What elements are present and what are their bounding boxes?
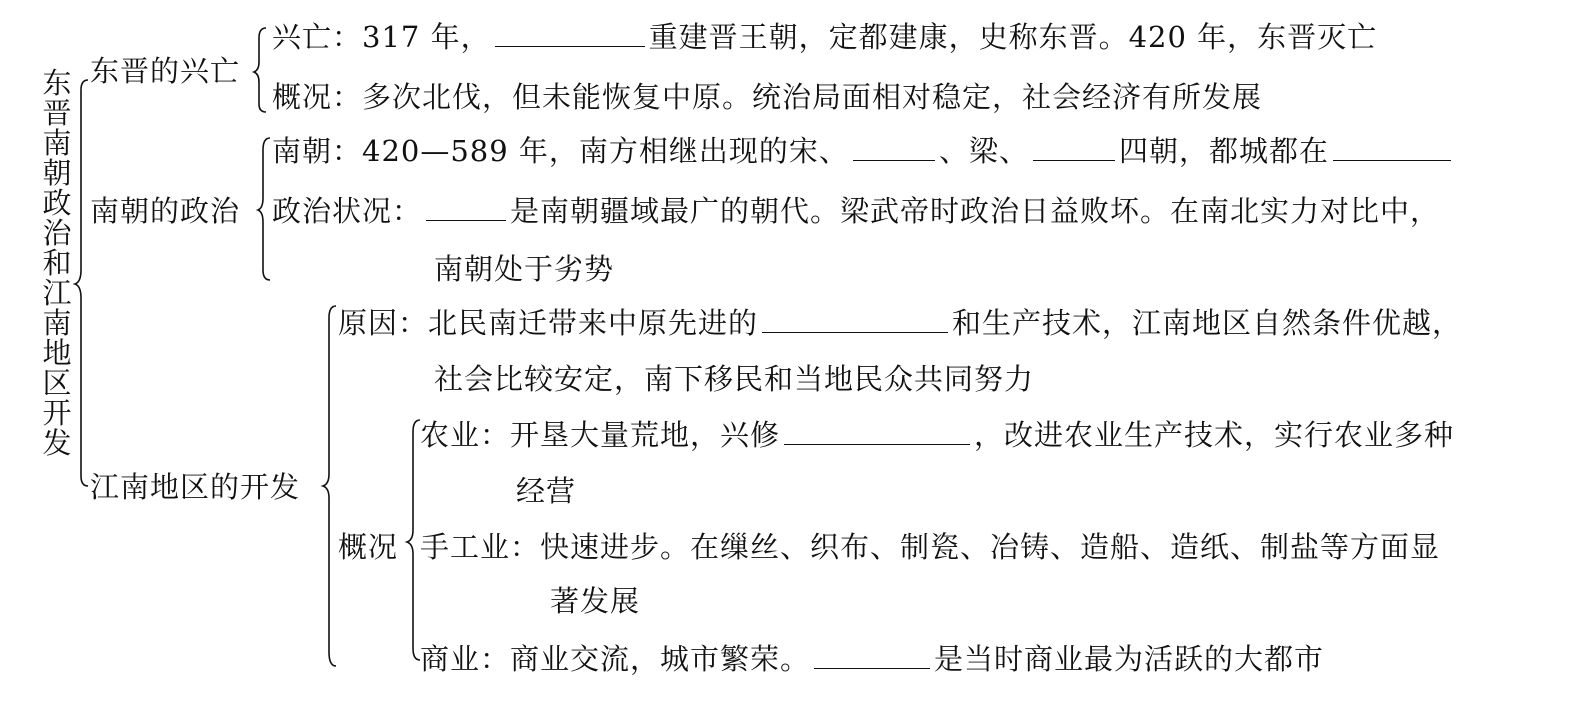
dongjin-rise-fall <box>272 20 1377 54</box>
jiangnan-commerce-suffix: 是当时商业最为活跃的大都市 <box>934 642 1325 676</box>
nanchao-dynasties-mid1: 、梁、 <box>938 134 1029 168</box>
jiangnan-brace <box>323 306 336 666</box>
answer-blank[interactable] <box>784 418 970 445</box>
nanchao-dynasties <box>272 134 1455 168</box>
answer-blank[interactable] <box>495 20 645 47</box>
jiangnan-agriculture-prefix: 农业：开垦大量荒地，兴修 <box>420 418 781 452</box>
nanchao-brace <box>258 138 270 280</box>
answer-blank[interactable] <box>853 134 935 161</box>
answer-blank[interactable] <box>1333 134 1451 161</box>
dongjin-overview: 概况：多次北伐，但未能恢复中原。统治局面相对稳定，社会经济有所发展 <box>272 80 1263 114</box>
root-title: 东晋南朝政治和江南地区开发 <box>42 66 72 460</box>
jiangnan-label: 江南地区的开发 <box>90 470 301 504</box>
jiangnan-reason-suffix: 和生产技术，江南地区自然条件优越， <box>952 306 1463 340</box>
dongjin-rise-fall-prefix: 兴亡：317 年， <box>272 20 491 54</box>
dongjin-label: 东晋的兴亡 <box>90 54 241 88</box>
jiangnan-commerce-prefix: 商业：商业交流，城市繁荣。 <box>420 642 811 676</box>
dongjin-rise-fall-suffix: 重建晋王朝，定都建康，史称东晋。420 年，东晋灭亡 <box>648 20 1378 54</box>
jiangnan-reason-line2: 社会比较安定，南下移民和当地民众共同努力 <box>434 362 1035 396</box>
jiangnan-handicraft-line2: 著发展 <box>550 584 641 618</box>
overview-brace <box>407 420 420 660</box>
jiangnan-overview-label: 概况 <box>338 530 399 564</box>
jiangnan-agriculture-line2: 经营 <box>516 474 577 508</box>
nanchao-politics <box>272 194 1440 228</box>
jiangnan-reason <box>338 306 1462 340</box>
dongjin-brace <box>254 28 266 112</box>
nanchao-politics-line2: 南朝处于劣势 <box>434 252 615 286</box>
nanchao-dynasties-mid2: 四朝，都城都在 <box>1118 134 1329 168</box>
jiangnan-agriculture <box>420 418 1454 452</box>
nanchao-politics-prefix: 政治状况： <box>272 194 423 228</box>
jiangnan-handicraft: 手工业：快速进步。在缫丝、织布、制瓷、冶铸、造船、造纸、制盐等方面显 <box>420 530 1441 564</box>
nanchao-label: 南朝的政治 <box>90 194 241 228</box>
jiangnan-commerce <box>420 642 1324 676</box>
answer-blank[interactable] <box>814 642 930 669</box>
jiangnan-reason-prefix: 原因：北民南迁带来中原先进的 <box>338 306 759 340</box>
answer-blank[interactable] <box>426 194 506 221</box>
jiangnan-agriculture-suffix: ，改进农业生产技术，实行农业多种 <box>974 418 1455 452</box>
nanchao-dynasties-prefix: 南朝：420—589 年，南方相继出现的宋、 <box>272 134 849 168</box>
nanchao-politics-suffix: 是南朝疆域最广的朝代。梁武帝时政治日益败坏。在南北实力对比中， <box>510 194 1441 228</box>
answer-blank[interactable] <box>762 306 948 333</box>
answer-blank[interactable] <box>1033 134 1115 161</box>
